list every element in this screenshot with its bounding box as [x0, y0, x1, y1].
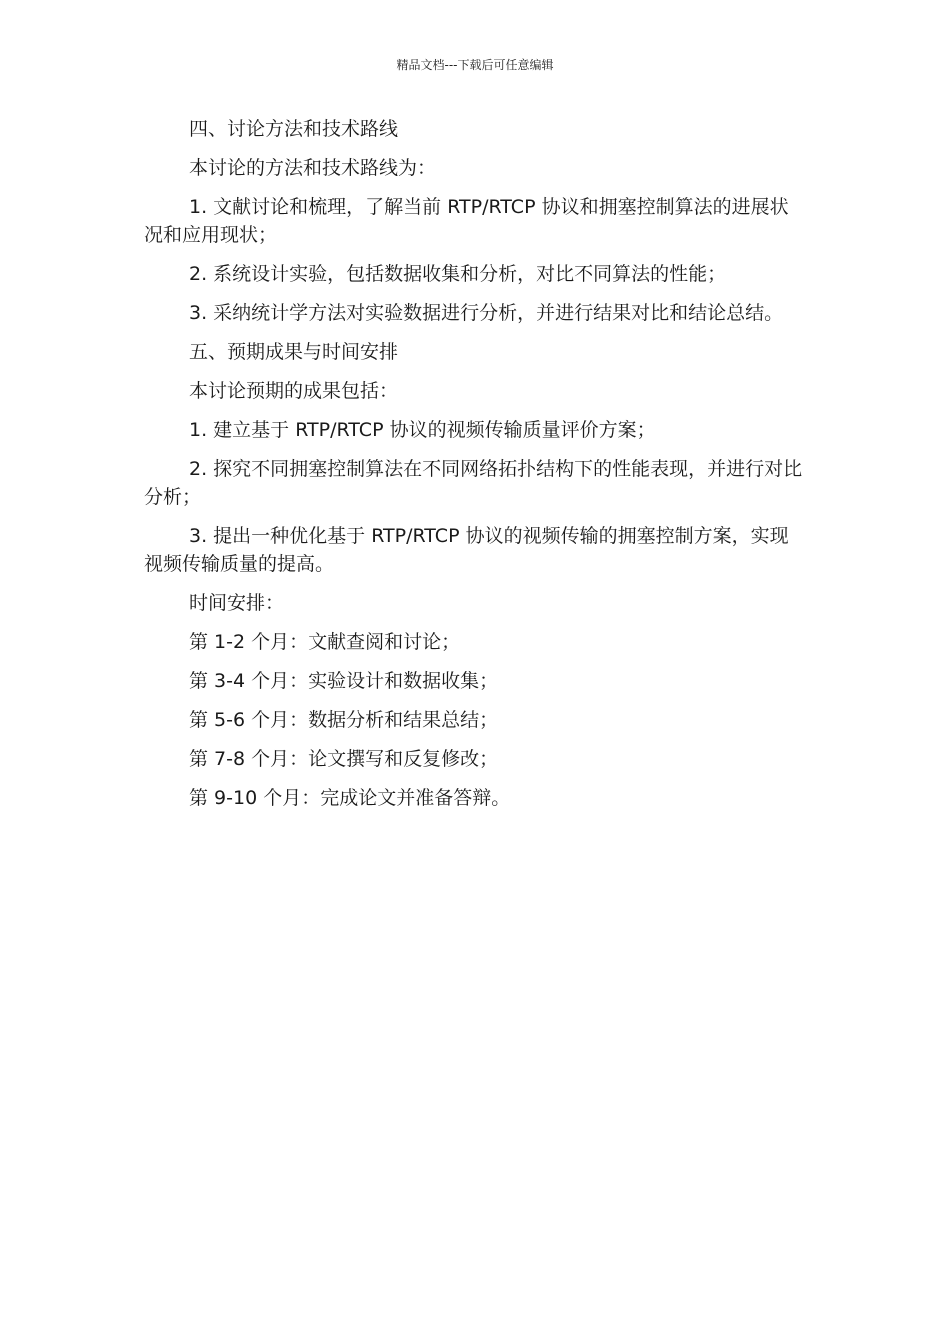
methods-item-3: 3. 采纳统计学方法对实验数据进行分析，并进行结果对比和结论总结。 — [189, 302, 784, 324]
outcomes-item-3: 3. 提出一种优化基于 RTP/RTCP 协议的视频传输的拥塞控制方案，实现视频传输质量的提高。 — [144, 525, 789, 575]
schedule-item-5: 第 9-10 个月：完成论文并准备答辩。 — [189, 787, 511, 809]
section-heading-outcomes: 五、预期成果与时间安排 — [189, 341, 399, 363]
outcomes-intro: 本讨论预期的成果包括： — [189, 380, 399, 402]
schedule-item-1: 第 1-2 个月：文献查阅和讨论； — [189, 631, 461, 653]
methods-intro: 本讨论的方法和技术路线为： — [189, 157, 437, 179]
schedule-item-3: 第 5-6 个月：数据分析和结果总结； — [189, 709, 499, 731]
methods-item-1: 1. 文献讨论和梳理，了解当前 RTP/RTCP 协议和拥塞控制算法的进展状况和应用现状； — [144, 196, 789, 246]
schedule-item-2: 第 3-4 个月：实验设计和数据收集； — [189, 670, 499, 692]
section-heading-methods: 四、讨论方法和技术路线 — [189, 118, 399, 140]
page-header: 精品文档---下载后可任意编辑 — [396, 58, 554, 72]
outcomes-item-2: 2. 探究不同拥塞控制算法在不同网络拓扑结构下的性能表现，并进行对比分析； — [144, 458, 803, 508]
document-body — [144, 115, 806, 823]
schedule-heading: 时间安排： — [189, 592, 285, 614]
methods-item-2: 2. 系统设计实验，包括数据收集和分析，对比不同算法的性能； — [189, 263, 727, 285]
schedule-item-4: 第 7-8 个月：论文撰写和反复修改； — [189, 748, 499, 770]
outcomes-item-1: 1. 建立基于 RTP/RTCP 协议的视频传输质量评价方案； — [189, 419, 656, 441]
